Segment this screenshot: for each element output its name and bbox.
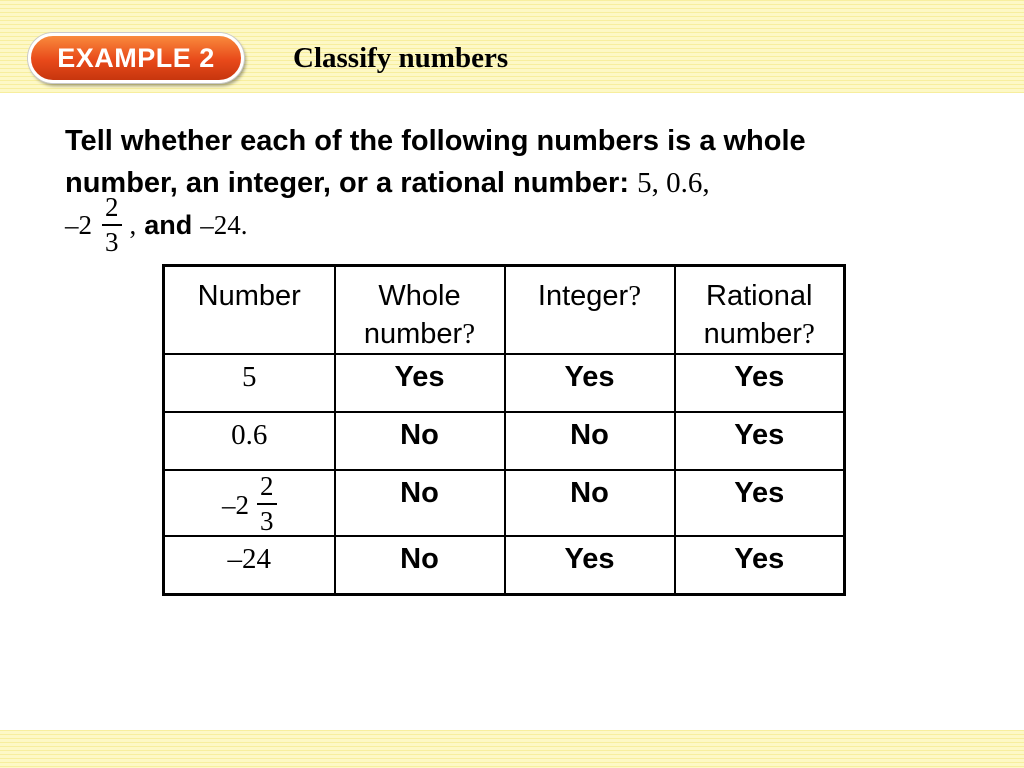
statement-line-2-text: number, an integer, or a rational number:	[65, 167, 629, 199]
page-title: Classify numbers	[293, 42, 509, 74]
cell-rational: Yes	[675, 536, 845, 594]
header-number-label: Number	[197, 280, 301, 312]
cell-integer: No	[505, 470, 675, 536]
table-header-row	[164, 266, 845, 355]
mixed-number-whole: –2	[222, 489, 249, 520]
cell-rational: Yes	[675, 412, 845, 470]
header-integer	[505, 266, 675, 355]
cell-number	[164, 470, 335, 536]
cell-number: –24	[164, 536, 335, 594]
table-row	[164, 536, 845, 594]
cell-whole: Yes	[335, 354, 505, 412]
cell-integer: No	[505, 412, 675, 470]
statement-last-value: –24.	[200, 209, 248, 240]
header-whole-line1: Whole	[378, 280, 461, 312]
cell-number: 5	[164, 354, 335, 412]
fraction-denominator: 3	[260, 506, 274, 536]
header-integer-q: ?	[628, 280, 642, 312]
classification-table	[162, 264, 846, 596]
example-badge: EXAMPLE 2	[28, 33, 244, 83]
mixed-number	[222, 473, 277, 535]
header-number	[164, 266, 335, 355]
mixed-number-fraction	[257, 473, 277, 535]
header-whole-line2: number	[363, 318, 463, 350]
cell-rational: Yes	[675, 470, 845, 536]
header-rational-number	[675, 266, 845, 355]
table-row	[164, 412, 845, 470]
header-integer-label: Integer	[537, 280, 629, 312]
mixed-number-whole: –2	[65, 209, 92, 240]
table-row	[164, 470, 845, 536]
cell-whole: No	[335, 536, 505, 594]
statement-separator: ,	[129, 209, 137, 240]
header-whole-number	[335, 266, 505, 355]
header-rational-line1: Rational	[706, 280, 813, 312]
statement-line-3	[65, 194, 248, 256]
fraction-numerator: 2	[257, 473, 277, 505]
table-row	[164, 354, 845, 412]
problem-statement	[65, 120, 965, 204]
header-whole-q: ?	[462, 318, 476, 350]
statement-line-1: Tell whether each of the following numbers is a whole	[65, 125, 806, 157]
cell-whole: No	[335, 412, 505, 470]
header-rational-line2: number	[703, 318, 802, 350]
cell-integer: Yes	[505, 536, 675, 594]
statement-values: 5, 0.6,	[637, 167, 710, 199]
cell-integer: Yes	[505, 354, 675, 412]
fraction-denominator: 3	[105, 227, 119, 257]
cell-whole: No	[335, 470, 505, 536]
header-rational-q: ?	[801, 318, 815, 350]
fraction-numerator: 2	[102, 194, 122, 226]
mixed-number-fraction	[102, 194, 122, 256]
cell-number: 0.6	[164, 412, 335, 470]
footer-band	[0, 730, 1024, 768]
cell-rational: Yes	[675, 354, 845, 412]
statement-and: and	[144, 209, 193, 240]
